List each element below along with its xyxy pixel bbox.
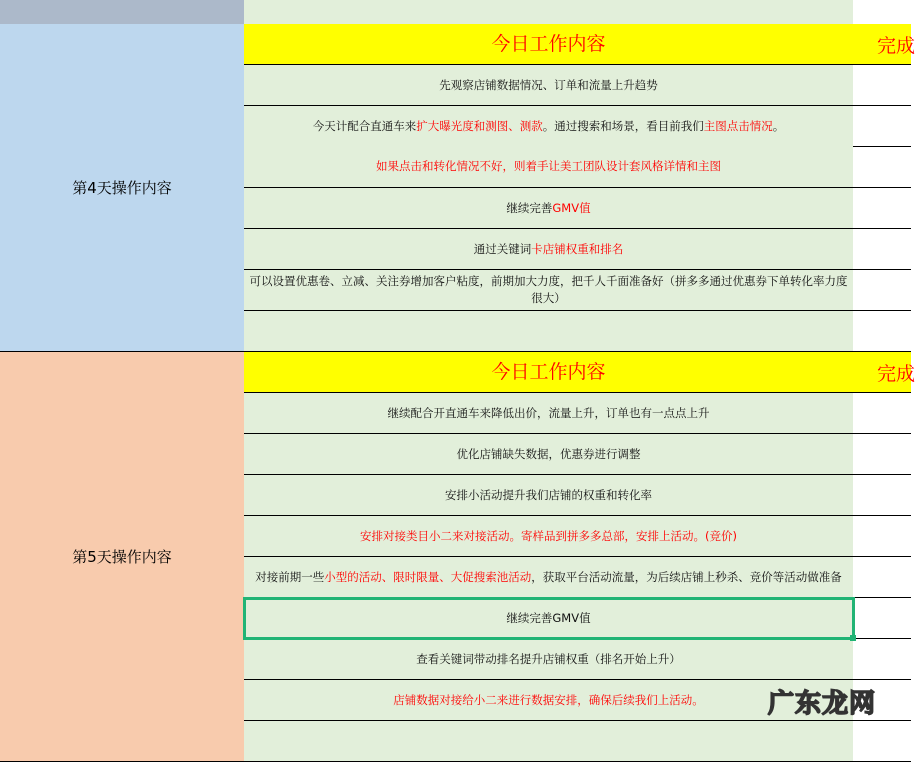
done-cell[interactable] xyxy=(853,0,911,25)
task-text xyxy=(416,651,681,668)
text-segment: 可以设置优惠卷、立减、关注券增加客户粘度，前期加大力度，把千人千面准备好（拼多多通过优惠券下单转化率力度很大） xyxy=(249,274,848,305)
fill-handle[interactable] xyxy=(850,635,856,641)
task-cell[interactable] xyxy=(244,598,854,639)
highlight-text: 扩大曝光度和测图、测款 xyxy=(416,118,543,133)
task-cell[interactable] xyxy=(244,516,854,557)
text-segment: 继续完善GMV值 xyxy=(506,610,591,625)
text-segment: 。 xyxy=(772,118,785,133)
task-cell[interactable] xyxy=(244,680,854,721)
task-text xyxy=(360,528,737,545)
text-segment: 继续完善 xyxy=(506,200,553,215)
header-done-cell[interactable] xyxy=(853,352,915,393)
done-cell[interactable] xyxy=(853,188,911,229)
task-text xyxy=(255,569,842,586)
done-cell[interactable] xyxy=(853,557,911,598)
task-cell[interactable] xyxy=(244,0,854,25)
text-segment: 对接前期一些 xyxy=(255,569,325,584)
header-title-cell[interactable] xyxy=(244,24,854,65)
done-cell[interactable] xyxy=(853,65,911,106)
task-cell[interactable] xyxy=(244,270,854,311)
task-cell[interactable] xyxy=(244,311,854,352)
header-done: 完成 xyxy=(877,34,915,57)
highlight-text: 安排对接类目小二来对接活动。寄样品到拼多多总部，安排上活动。(竞价) xyxy=(360,528,737,543)
text-segment: ，获取平台活动流量，为后续店铺上秒杀、竞价等活动做准备 xyxy=(531,569,842,584)
task-cell[interactable] xyxy=(244,393,854,434)
task-cell[interactable] xyxy=(244,639,854,680)
highlight-text: 卡店铺权重和排名 xyxy=(531,241,624,256)
task-cell[interactable] xyxy=(244,557,854,598)
header-done-cell[interactable] xyxy=(853,24,915,65)
header-title: 今日工作内容 xyxy=(491,32,606,55)
header-done: 完成 xyxy=(877,362,915,385)
highlight-text: 如果点击和转化情况不好，则着手让美工团队设计套风格详情和主图 xyxy=(376,159,721,174)
task-text xyxy=(376,158,721,175)
task-cell[interactable] xyxy=(244,475,854,516)
text-segment: 安排小活动提升我们店铺的权重和转化率 xyxy=(445,487,652,502)
task-cell[interactable] xyxy=(244,721,854,762)
task-cell[interactable] xyxy=(244,106,854,188)
done-cell[interactable] xyxy=(853,106,911,147)
task-cell[interactable] xyxy=(244,188,854,229)
day-label: 第5天操作内容 xyxy=(72,548,172,566)
task-text xyxy=(388,405,710,422)
day-label: 第4天操作内容 xyxy=(72,179,172,197)
done-cell[interactable] xyxy=(853,639,911,680)
done-cell[interactable] xyxy=(853,270,911,311)
header-title: 今日工作内容 xyxy=(491,360,606,383)
highlight-text: 主图点击情况 xyxy=(703,118,773,133)
task-text xyxy=(457,446,641,463)
done-cell[interactable] xyxy=(853,434,911,475)
task-cell[interactable] xyxy=(244,65,854,106)
task-cell[interactable] xyxy=(244,229,854,270)
highlight-text: GMV值 xyxy=(552,200,591,215)
done-cell[interactable] xyxy=(853,475,911,516)
text-segment: 通过关键词 xyxy=(473,241,532,256)
text-segment: 优化店铺缺失数据，优惠券进行调整 xyxy=(456,446,641,461)
task-text xyxy=(445,487,652,504)
text-segment: 继续配合开直通车来降低出价，流量上升，订单也有一点点上升 xyxy=(387,405,710,420)
done-cell[interactable] xyxy=(853,393,911,434)
task-text xyxy=(248,273,849,307)
header-title-cell[interactable] xyxy=(244,352,854,393)
task-text xyxy=(506,200,590,217)
day3-label-cell[interactable] xyxy=(0,0,245,25)
text-segment: 先观察店铺数据情况、订单和流量上升趋势 xyxy=(439,77,658,92)
done-cell[interactable] xyxy=(853,516,911,557)
done-cell[interactable] xyxy=(853,721,911,762)
task-text xyxy=(474,241,624,258)
day5-label-cell[interactable] xyxy=(0,352,245,762)
text-segment: 查看关键词带动排名提升店铺权重（排名开始上升） xyxy=(416,651,681,666)
text-segment: 。通过搜索和场景，看目前我们 xyxy=(542,118,704,133)
task-text xyxy=(439,77,658,94)
task-text xyxy=(506,610,590,627)
highlight-text: 小型的活动、限时限量、大促搜索池活动 xyxy=(324,569,532,584)
highlight-text: 店铺数据对接给小二来进行数据安排，确保后续我们上活动。 xyxy=(393,692,704,707)
done-cell[interactable] xyxy=(853,598,911,639)
task-text xyxy=(393,692,704,709)
watermark: 广东龙网 xyxy=(768,689,877,719)
task-cell[interactable] xyxy=(244,434,854,475)
task-text xyxy=(313,118,785,135)
done-cell[interactable] xyxy=(853,311,911,352)
text-segment: 今天计配合直通车来 xyxy=(312,118,417,133)
day4-label-cell[interactable] xyxy=(0,24,245,352)
done-cell[interactable] xyxy=(853,147,911,188)
done-cell[interactable] xyxy=(853,229,911,270)
